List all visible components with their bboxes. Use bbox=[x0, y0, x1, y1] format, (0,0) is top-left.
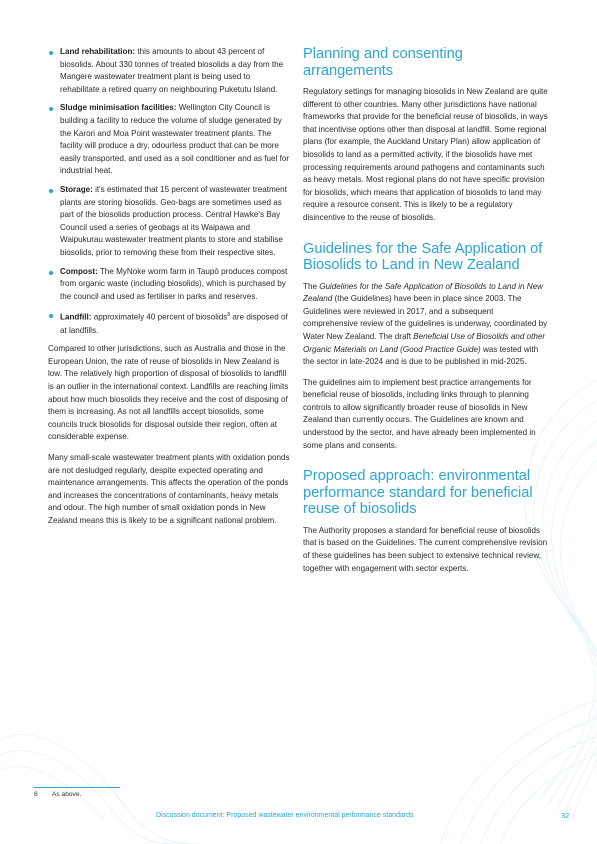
list-item-text: The MyNoke worm farm in Taupō produces compost from organic waste (including biosolids), which is purchased by the council and used as fertiliser in parks and reserves. bbox=[60, 266, 288, 301]
left-column bbox=[48, 46, 291, 535]
paragraph: Regulatory settings for managing biosolids in New Zealand are quite different to other countries. Many other jurisdictions have national frameworks that provide for the beneficial reuse of biosolids, in ways that incentivise options other than disposal at landfill. Some regional plans (for example, the Auckland Unitary Plan) allow application of biosolids to land as a permitted activity, if the biosolids have met processing requirements around pathogens and contaminants such as heavy metals. Most regional plans do not have specific provision for biosolids, which means that application of biosolids to land may require a resource consent. This is likely to be a regulatory disincentive to the reuse of biosolids. bbox=[303, 87, 548, 222]
guidelines-title: Guidelines for the Safe Application of Biosolids to Land in New Zealand bbox=[303, 281, 543, 304]
list-item-label: Land rehabilitation: bbox=[60, 47, 136, 56]
list-item-label: Compost: bbox=[60, 266, 98, 276]
list-item bbox=[48, 184, 291, 260]
list-item-label: Landfill: bbox=[60, 312, 92, 322]
list-item bbox=[48, 266, 291, 304]
footer-document-title: Discussion document: Proposed wastewater environmental performance standards bbox=[156, 812, 414, 819]
page-number: 32 bbox=[561, 811, 570, 820]
section-heading-guidelines: Guidelines for the Safe Application of Biosolids to Land in New Zealand bbox=[303, 240, 543, 274]
bullet-icon bbox=[49, 271, 53, 275]
section-heading-planning: Planning and consenting arrangements bbox=[303, 46, 463, 79]
footnote-number: 8 bbox=[34, 791, 38, 798]
paragraph bbox=[303, 281, 548, 369]
bullet-icon bbox=[49, 51, 53, 55]
footnote-reference[interactable]: 8 bbox=[227, 312, 231, 319]
list-item-text: this amounts to about 43 percent of biosolids. About 330 tonnes of treated biosolids a day from the Mangere wastewater treatment plant is being used to rehabilitate a retired quarry on neighbouring Puketutu Island. bbox=[60, 47, 284, 94]
footnote bbox=[34, 791, 81, 798]
list-item-text: Wellington City Council is building a facility to reduce the volume of sludge generated by the Karori and Moa Point wastewater treatment plants. The facility will produce a dry, odourless product that can be more easily transported, and used as a soil conditioner and as fuel for industrial heat. bbox=[60, 103, 290, 176]
footnote-divider bbox=[34, 787, 120, 788]
bullet-icon bbox=[49, 107, 53, 111]
list-item bbox=[48, 102, 291, 178]
text-run: (the Guidelines) have been in place since 2003. The Guidelines were reviewed in 2017, and a subsequent comprehensive review of the guidelines is underway, coordinated by Water New Zealand. The draft bbox=[303, 294, 548, 341]
biosolids-uses-list bbox=[48, 46, 291, 337]
bullet-icon bbox=[49, 314, 53, 318]
paragraph: Many small-scale wastewater treatment plants with oxidation ponds are not desludged regularly, despite expected operating and maintenance arrangements. This affects the operation of the ponds and increases the concentrations of contaminants, heavy metals and odour. The high number of small oxidation ponds in New Zealand means this is likely to be a significant national problem. bbox=[48, 452, 290, 525]
text-run: was tested with the sector in late-2024 and is due to be published in mid-2025. bbox=[303, 344, 539, 367]
bullet-icon bbox=[49, 189, 53, 193]
section-heading-proposed-approach: Proposed approach: environmental performance standard for beneficial reuse of biosolids bbox=[303, 468, 533, 518]
list-item-label: Sludge minimisation facilities: bbox=[60, 103, 177, 113]
paragraph: Compared to other jurisdictions, such as Australia and those in the European Union, the rate of reuse of biosolids in New Zealand is low. The relatively high proportion of disposal of biosolids to landfill is an outlier in the international context. Landfills are reaching limits about how much biosolids they receive and the cost of disposing of them is increasing. As not all landfills accept biosolids, some councils truck biosolids for disposal outside their region, often at considerable expense. bbox=[48, 344, 289, 442]
paragraph: The guidelines aim to implement best practice arrangements for beneficial reuse of biosolids, including links through to planning controls to allow significantly broader reuse of biosolids in New Zealand than currently occurs. The Guidelines are known and understood by the sector, and have already been implemented in some plans and consents. bbox=[303, 377, 536, 450]
text-run: The bbox=[303, 281, 320, 291]
list-item-text-cont: are disposed of at landfills. bbox=[60, 312, 288, 335]
list-item-text: approximately 40 percent of biosolids bbox=[91, 312, 228, 322]
list-item bbox=[48, 309, 291, 337]
good-practice-guide-title: Beneficial Use of Biosolids and other Organic Materials on Land (Good Practice Guide) bbox=[303, 331, 546, 354]
right-column bbox=[303, 46, 548, 583]
list-item-label: Storage: bbox=[60, 184, 93, 194]
list-item bbox=[48, 46, 291, 96]
paragraph: The Authority proposes a standard for beneficial reuse of biosolids that is based on the Guidelines. The current comprehensive revision of these guidelines has been subject to extensive technical review, together with engagement with sector experts. bbox=[303, 525, 548, 573]
list-item-text: it's estimated that 15 percent of wastewater treatment plants are storing biosolids. Geo-bags are sometimes used as part of the biosolids production process. Central Hawke's Bay Council used a series of geobags at its Waipawa and Waipukurau wastewater treatment plants to store and stabilise biosolids, prior to removing these from their respective sites. bbox=[60, 184, 287, 257]
footnote-text: As above. bbox=[52, 791, 82, 798]
